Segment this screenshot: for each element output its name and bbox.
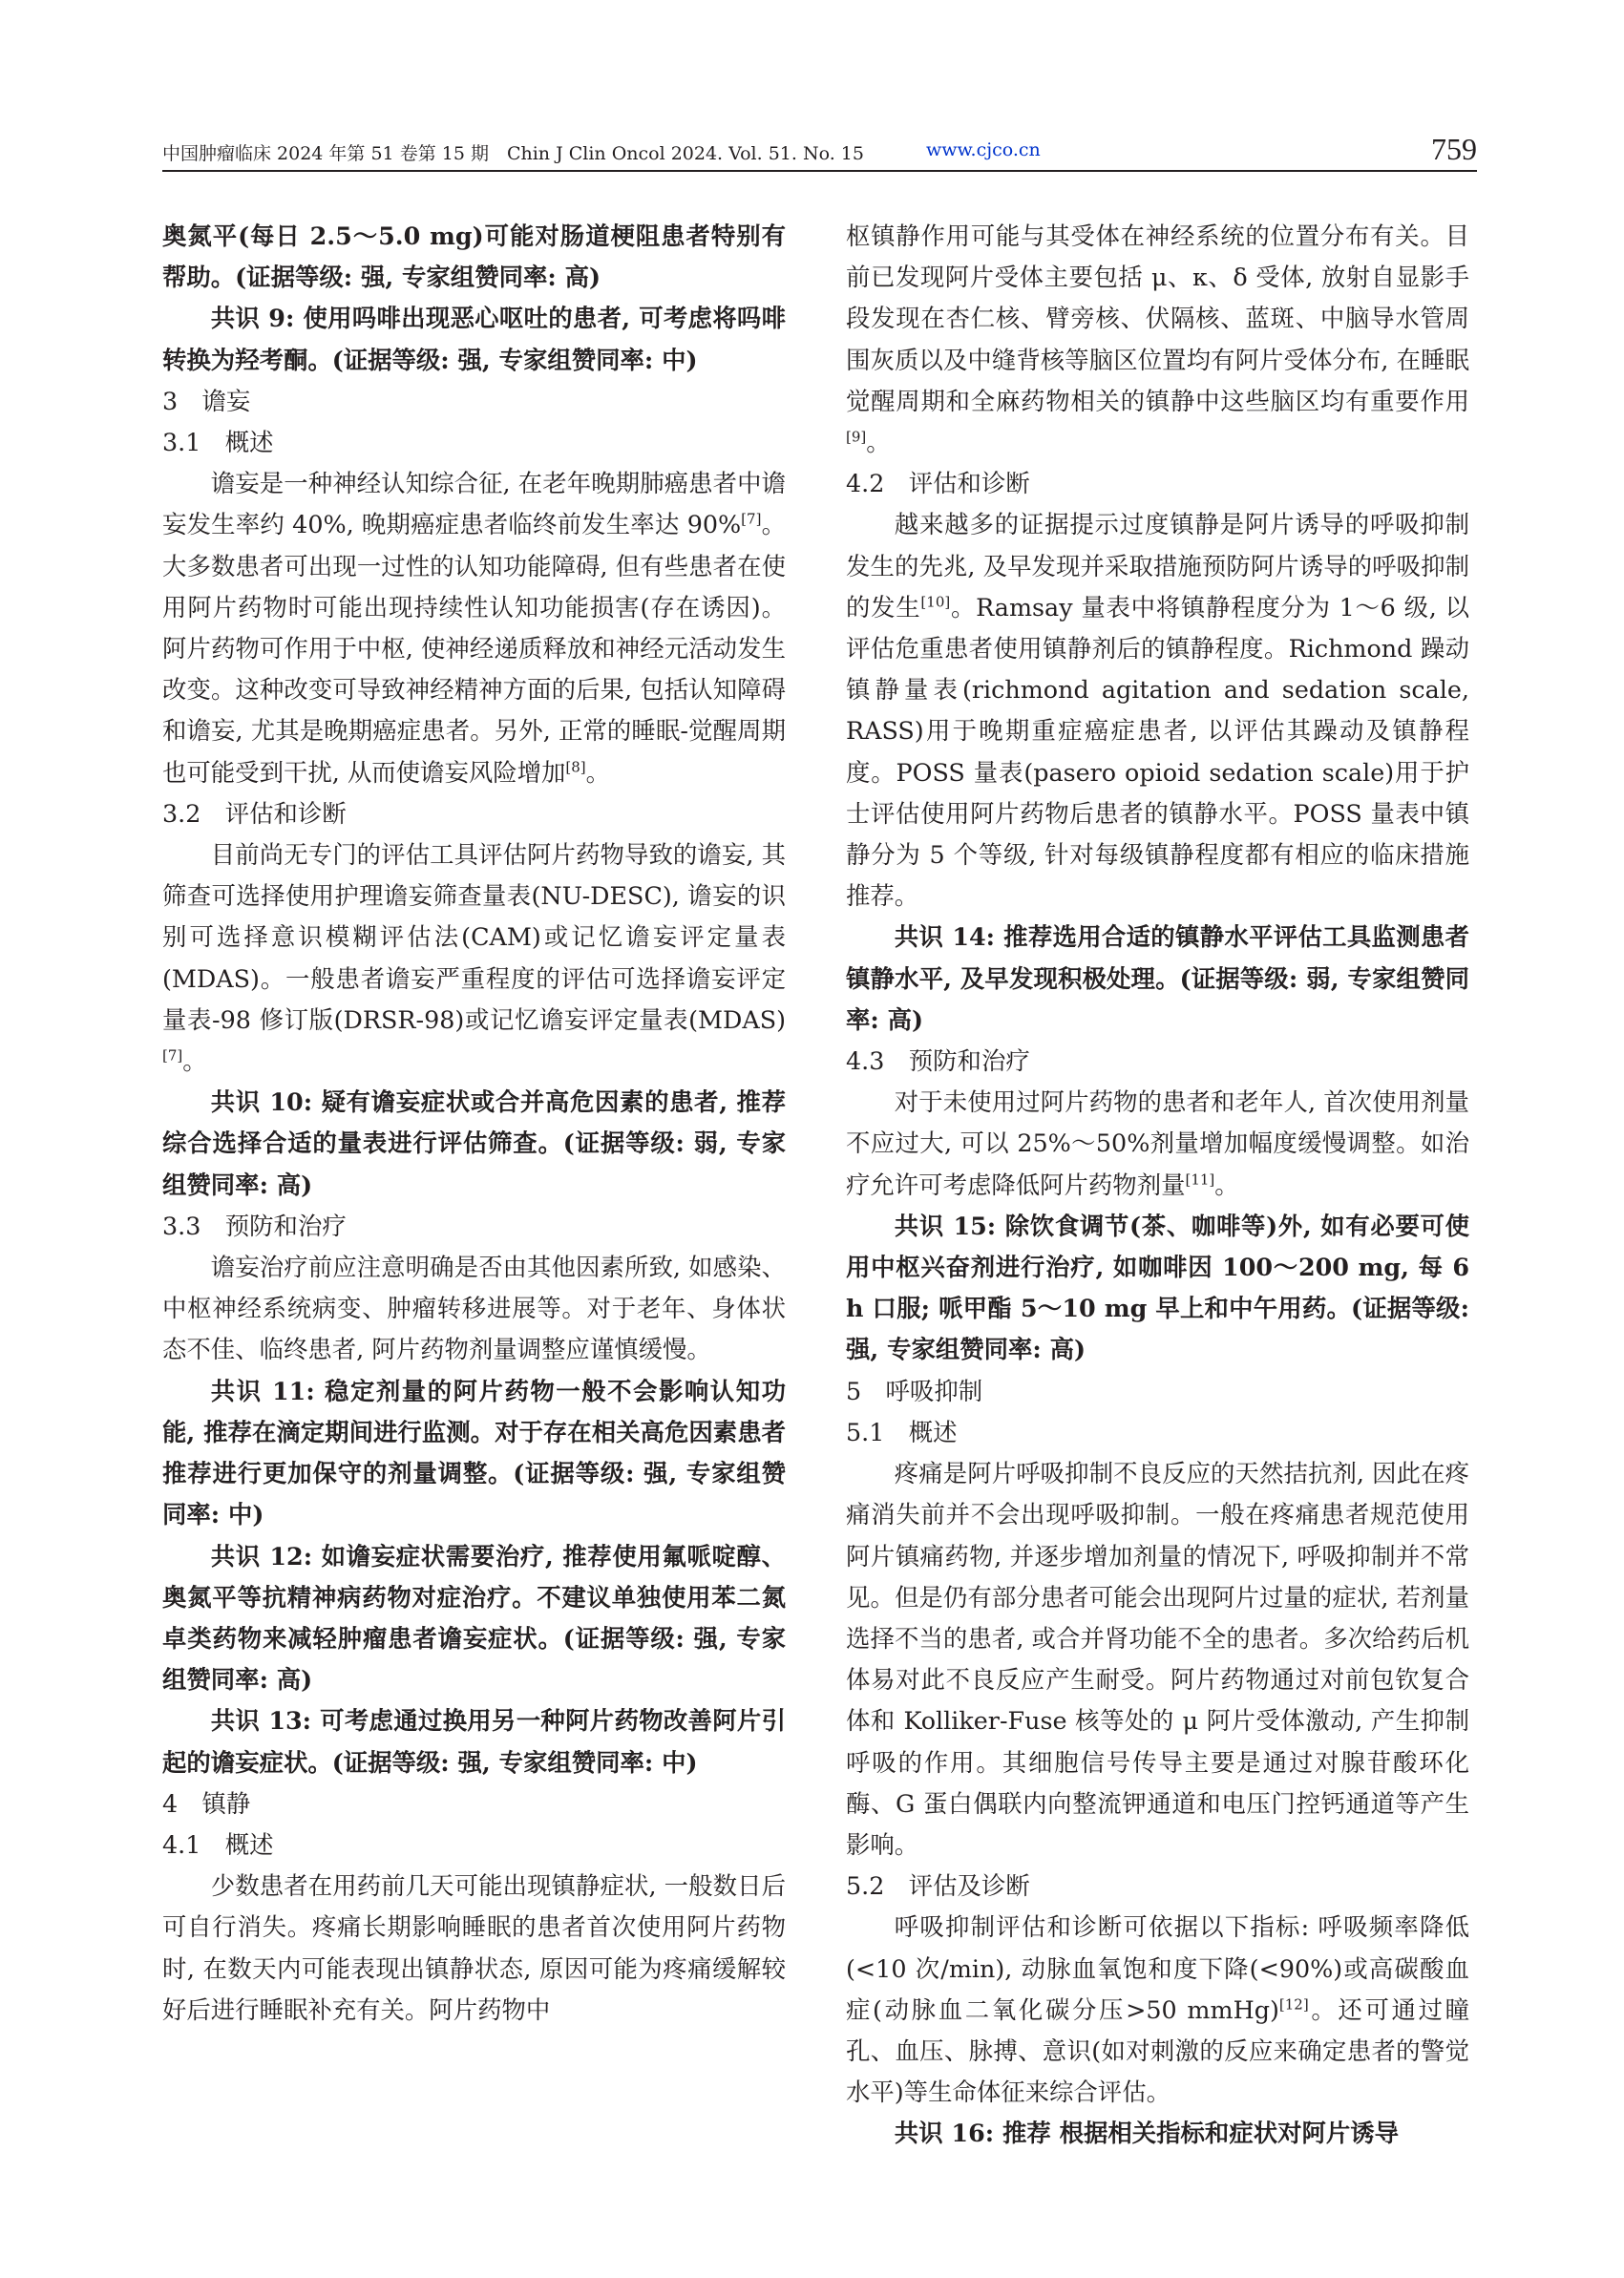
header-rule	[162, 170, 1477, 172]
citation-9[interactable]: [9]	[846, 428, 867, 446]
paragraph-5-1: 疼痛是阿片呼吸抑制不良反应的天然拮抗剂, 因此在疼痛消失前并不会出现呼吸抑制。一般在疼痛患者规范使用阿片镇痛药物, 并逐步增加剂量的情况下, 呼吸抑制并不常见。但是仍有部分患者可能会出现阿片过量的症状, 若剂量选择不当的患者, 或合并肾功能不全的患者。多次给药后机体易对此不良反应产生耐受。阿片药物通过对前包钦复合体和 Kolliker-Fuse 核等处的 μ 阿片受体激动, 产生抑制呼吸的作用。其细胞信号传导主要是通过对腺苷酸环化酶、G 蛋白偶联内向整流钾通道和电压门控钙通道等产生影响。	[846, 1459, 1469, 1859]
consensus-12: 共识 12: 如谵妄症状需要治疗, 推荐使用氟哌啶醇、奥氮平等抗精神病药物对症治疗。不建议单独使用苯二氮卓类药物来减轻肿瘤患者谵妄症状。(证据等级: 强, 专家组赞同率: 高)	[162, 1541, 786, 1695]
citation-8[interactable]: [8]	[565, 758, 586, 776]
paragraph-4-2: 越来越多的证据提示过度镇静是阿片诱导的呼吸抑制发生的先兆, 及早发现并采取措施预防阿片诱导的呼吸抑制的发生[10]。Ramsay 量表中将镇静程度分为 1～6 级, 以评估危重患者使用镇静剂后的镇静程度。Richmond 躁动镇静量表(richmond agitation and sedation scale, RASS)用于晚期重症癌症患者, 以评估其躁动及镇静程度。POSS 量表(pasero opioid sedation scale)用于护士评估使用阿片药物后患者的镇静水平。POSS 量表中镇静分为 5 个等级, 针对每级镇静程度都有相应的临床措施推荐。	[846, 510, 1470, 911]
running-header	[162, 122, 1477, 172]
subsection-heading-4-1: 4.1 概述	[162, 1829, 274, 1859]
journal-website-link[interactable]: www.cjco.cn	[926, 139, 1041, 160]
consensus-16: 共识 16: 推荐 根据相关指标和症状对阿片诱导	[894, 2119, 1400, 2148]
paragraph-3-1: 谵妄是一种神经认知综合征, 在老年晚期肺癌患者中谵妄发生率约 40%, 晚期癌症患者临终前发生率达 90%[7]。大多数患者可出现一过性的认知功能障碍, 但有些患者在使用阿片药物时可能出现持续性认知功能损害(存在诱因)。阿片药物可作用于中枢, 使神经递质释放和神经元活动发生改变。这种改变可导致神经精神方面的后果, 包括认知障碍和谵妄, 尤其是晚期癌症患者。另外, 正常的睡眠-觉醒周期也可能受到干扰, 从而使谵妄风险增加[8]。	[162, 469, 787, 787]
consensus-9: 共识 9: 使用吗啡出现恶心呕吐的患者, 可考虑将吗啡转换为羟考酮。(证据等级: 强, 专家组赞同率: 中)	[162, 304, 786, 374]
consensus-13: 共识 13: 可考虑通过换用另一种阿片药物改善阿片引起的谵妄症状。(证据等级: 强, 专家组赞同率: 中)	[162, 1706, 786, 1777]
paragraph-4-1: 少数患者在用药前几天可能出现镇静症状, 一般数日后可自行消失。疼痛长期影响睡眠的患者首次使用阿片药物时, 在数天内可能表现出镇静状态, 原因可能为疼痛缓解较好后进行睡眠补充有关。阿片药物中	[162, 1871, 786, 2024]
journal-info: 中国肿瘤临床 2024 年第 51 卷第 15 期 Chin J Clin Oncol 2024. Vol. 51. No. 15	[162, 143, 864, 164]
citation-12[interactable]: [12]	[1278, 1995, 1309, 2014]
citation-7[interactable]: [7]	[741, 510, 762, 528]
consensus-15: 共识 15: 除饮食调节(茶、咖啡等)外, 如有必要可使用中枢兴奋剂进行治疗, 如咖啡因 100～200 mg, 每 6 h 口服; 哌甲酯 5～10 mg 早上和中午用药。(证据等级: 强, 专家组赞同率: 高)	[846, 1211, 1469, 1364]
consensus-10: 共识 10: 疑有谵妄症状或合并高危因素的患者, 推荐综合选择合适的量表进行评估筛查。(证据等级: 弱, 专家组赞同率: 高)	[162, 1087, 786, 1199]
section-heading-4: 4 镇静	[162, 1788, 251, 1818]
section-heading-5: 5 呼吸抑制	[846, 1376, 983, 1405]
page-number: 759	[1431, 132, 1477, 166]
citation-11[interactable]: [11]	[1185, 1171, 1215, 1189]
citation-7[interactable]: [7]	[162, 1046, 183, 1065]
right-column	[846, 216, 1469, 2155]
paragraph-4-3: 对于未使用过阿片药物的患者和老年人, 首次使用剂量不应过大, 可以 25%～50%剂量增加幅度缓慢调整。如治疗允许可考虑降低阿片药物剂量[11]。	[846, 1087, 1469, 1199]
consensus-14: 共识 14: 推荐选用合适的镇静水平评估工具监测患者镇静水平, 及早发现积极处理。(证据等级: 弱, 专家组赞同率: 高)	[846, 922, 1469, 1034]
consensus-8-continuation: 奥氮平(每日 2.5～5.0 mg)可能对肠道梗阻患者特别有帮助。(证据等级: 强, 专家组赞同率: 高)	[162, 221, 786, 292]
paragraph-3-3: 谵妄治疗前应注意明确是否由其他因素所致, 如感染、中枢神经系统病变、肿瘤转移进展等。对于老年、身体状态不佳、临终患者, 阿片药物剂量调整应谨慎缓慢。	[162, 1253, 786, 1364]
subsection-heading-3-2: 3.2 评估和诊断	[162, 798, 347, 828]
subsection-heading-3-3: 3.3 预防和治疗	[162, 1211, 347, 1240]
subsection-heading-5-2: 5.2 评估及诊断	[846, 1871, 1030, 1901]
paragraph-3-2: 目前尚无专门的评估工具评估阿片药物导致的谵妄, 其筛查可选择使用护理谵妄筛查量表(NU-DESC), 谵妄的识别可选择意识模糊评估法(CAM)或记忆谵妄评定量表(MDAS)。一般患者谵妄严重程度的评估可选择谵妄评定量表-98 修订版(DRSR-98)或记忆谵妄评定量表(MDAS)[7]。	[162, 840, 786, 1076]
citation-10[interactable]: [10]	[920, 593, 951, 611]
section-heading-3: 3 谵妄	[162, 386, 251, 415]
subsection-heading-4-2: 4.2 评估和诊断	[846, 469, 1030, 498]
paragraph-4-1-continuation: 枢镇静作用可能与其受体在神经系统的位置分布有关。目前已发现阿片受体主要包括 μ、κ、δ 受体, 放射自显影手段发现在杏仁核、臂旁核、伏隔核、蓝斑、中脑导水管周围灰质以及中缝背核等脑区位置均有阿片受体分布, 在睡眠觉醒周期和全麻药物相关的镇静中这些脑区均有重要作用[9]。	[846, 221, 1469, 457]
left-column	[162, 216, 786, 2031]
subsection-heading-3-1: 3.1 概述	[162, 428, 274, 457]
subsection-heading-4-3: 4.3 预防和治疗	[846, 1046, 1030, 1076]
consensus-11: 共识 11: 稳定剂量的阿片药物一般不会影响认知功能, 推荐在滴定期间进行监测。对于存在相关高危因素患者推荐进行更加保守的剂量调整。(证据等级: 强, 专家组赞同率: 中)	[162, 1376, 786, 1529]
paragraph-5-2: 呼吸抑制评估和诊断可依据以下指标: 呼吸频率降低(<10 次/min), 动脉血氧饱和度下降(<90%)或高碳酸血症(动脉血二氧化碳分压>50 mmHg)[12]。还可通过瞳孔、血压、脉搏、意识(如对刺激的反应来确定患者的警觉水平)等生命体征来综合评估。	[846, 1912, 1470, 2107]
subsection-heading-5-1: 5.1 概述	[846, 1417, 958, 1446]
